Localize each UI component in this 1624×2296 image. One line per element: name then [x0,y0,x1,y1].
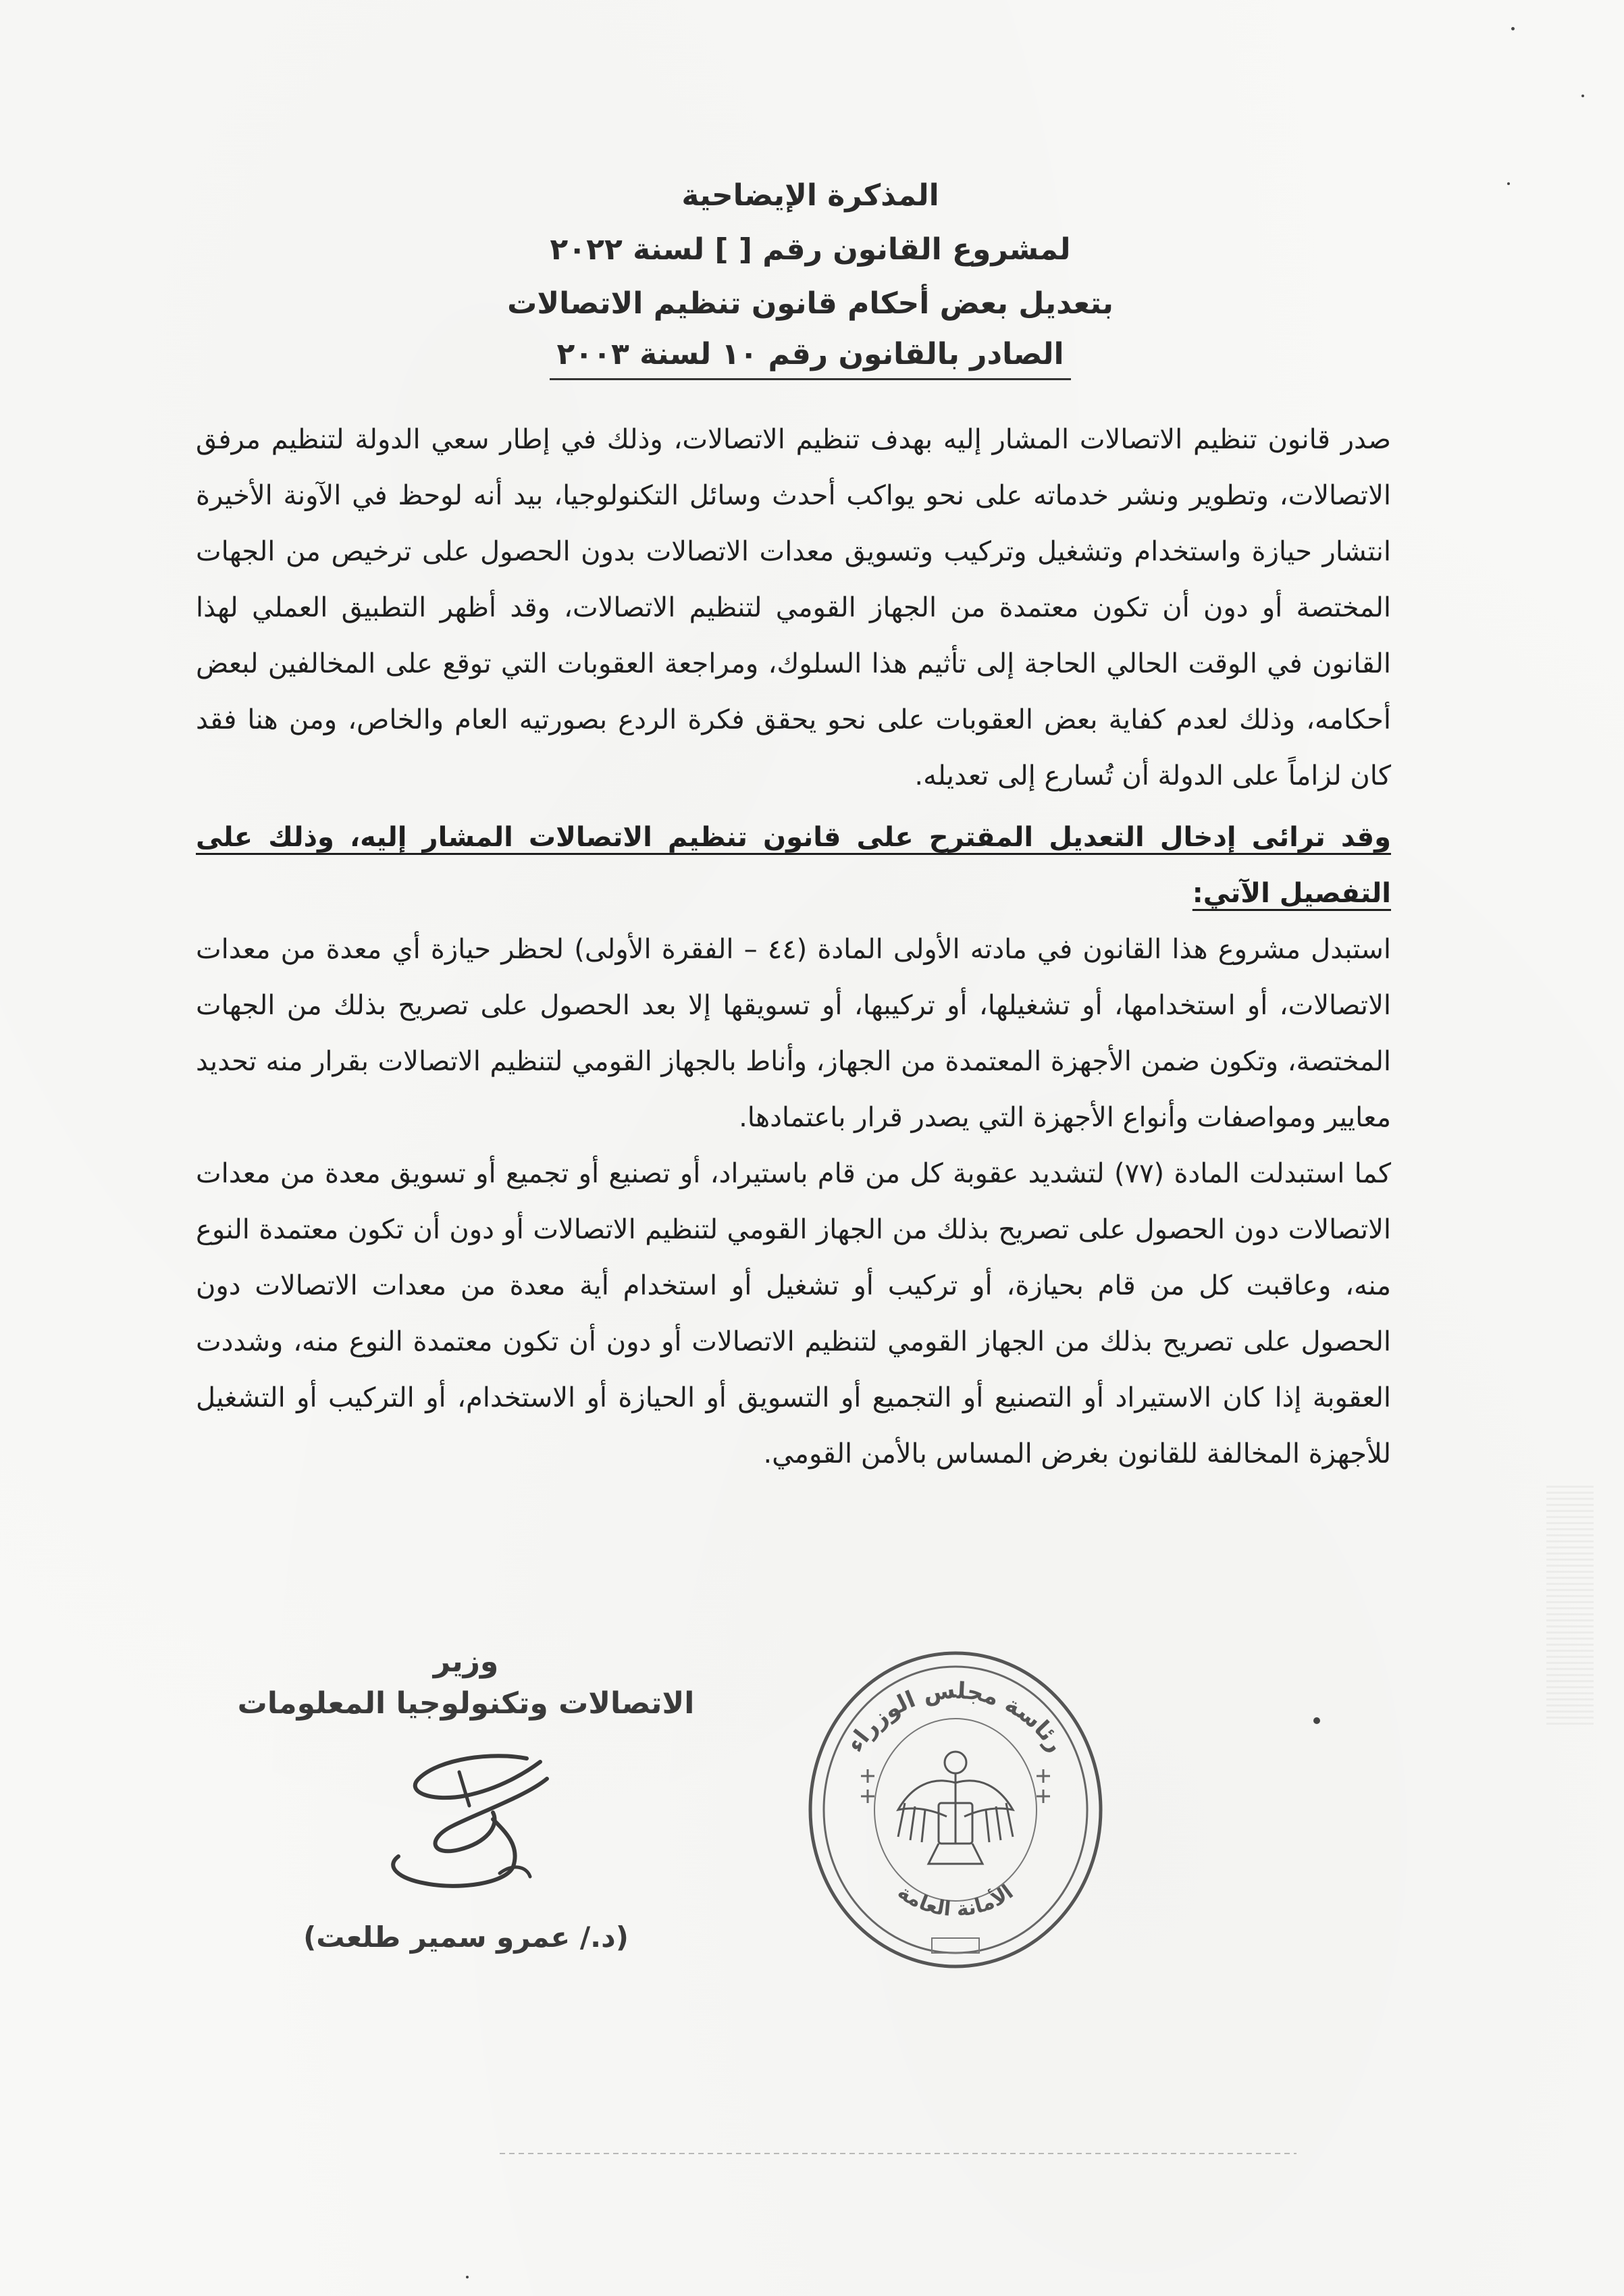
paragraph-intro: صدر قانون تنظيم الاتصالات المشار إليه بهدف تنظيم الاتصالات، وذلك في إطار سعي الدولة لتنظيم مرفق الاتصالات، وتطوير ونشر خدماته على نحو يواكب أحدث وسائل التكنولوجيا، بيد أنه لوحظ في الآونة الأخيرة انتشار حيازة واستخدام وتشغيل وتركيب وتسويق معدات الاتصالات بدون الحصول على ترخيص من الجهات المختصة أو دون أن تكون معتمدة من الجهاز القومي لتنظيم الاتصالات، وقد أظهر التطبيق العملي لهذا القانون في الوقت الحالي الحاجة إلى تأثيم هذا السلوك، ومراجعة العقوبات التي توقع على المخالفين لبعض أحكامه، وذلك لعدم كفاية بعض العقوبات على نحو يحقق فكرة الردع بصورتيه العام والخاص، ومن هنا فقد كان لزاماً على الدولة أن تُسارع إلى تعديله. [196,424,1391,791]
signature-name: (د./ عمرو سمير طلعت) [303,1921,629,1954]
signature-title-ministry: الاتصالات وتكنولوجيا المعلومات [237,1686,695,1721]
svg-text:الأمانة العامة [893,1880,1018,1921]
heading-subject: بتعديل بعض أحكام قانون تنظيم الاتصالات [507,286,1114,321]
eagle-emblem-icon [898,1752,1013,1864]
scan-speck [1581,95,1584,97]
heading-bill-number: لمشروع القانون رقم [ ] لسنة ٢٠٢٢ [550,232,1071,267]
scan-margin-artifact [1546,1486,1594,1729]
scan-footer-line [500,2153,1296,2154]
heading-law-reference: الصادر بالقانون رقم ١٠ لسنة ٢٠٠٣ [550,331,1070,380]
paragraph-article-44: استبدل مشروع هذا القانون في مادته الأولى المادة (٤٤ – الفقرة الأولى) لحظر حيازة أي معدة من معدات الاتصالات، أو استخدامها، أو تشغيلها، أو تركيبها، أو تسويقها إلا بعد الحصول على تصريح بذلك من الجهات المختصة، وتكون ضمن الأجهزة المعتمدة من الجهاز، وأناط بالجهاز القومي لتنظيم الاتصالات بقرار منه تحديد معايير ومواصفات وأنواع الأجهزة التي يصدر قرار باعتمادها. [196,934,1391,1133]
handwritten-signature [324,1731,608,1907]
scan-speck [1313,1717,1320,1724]
svg-text:رئاسة مجلس الوزراء [841,1676,1069,1756]
seal-number-box [932,1938,979,1953]
document-heading [338,169,1283,380]
scan-speck [466,2276,469,2278]
signature-title-minister: وزير [433,1644,499,1679]
paragraph-amendment-heading: وقد ترائى إدخال التعديل المقترح على قانون تنظيم الاتصالات المشار إليه، وذلك على التفصيل الآتي: [196,822,1391,909]
document-body [196,412,1391,1482]
paragraph-article-77: كما استبدلت المادة (٧٧) لتشديد عقوبة كل من قام باستيراد، أو تصنيع أو تجميع أو تسويق معدة من معدات الاتصالات دون الحصول على تصريح بذلك من الجهاز القومي لتنظيم الاتصالات أو دون أن تكون معتمدة النوع منه، وعاقبت كل من قام بحيازة، أو تركيب أو تشغيل أو استخدام أية معدة من معدات الاتصالات دون الحصول على تصريح بذلك من الجهاز القومي لتنظيم الاتصالات أو دون أن تكون معتمدة النوع منه، وشددت العقوبة إذا كان الاستيراد أو التصنيع أو التجميع أو التسويق أو الحيازة أو الاستخدام، أو التركيب أو التشغيل للأجهزة المخالفة للقانون بغرض المساس بالأمن القومي. [196,1158,1391,1469]
seal-top-text: رئاسة مجلس الوزراء [841,1676,1070,1757]
seal-bottom-text: الأمانة العامة [893,1880,1018,1922]
heading-title: المذكرة الإيضاحية [681,178,939,213]
scan-speck [1507,182,1510,185]
scan-speck [1511,27,1515,30]
signature-block [203,1641,729,1954]
official-seal [797,1641,1114,1979]
